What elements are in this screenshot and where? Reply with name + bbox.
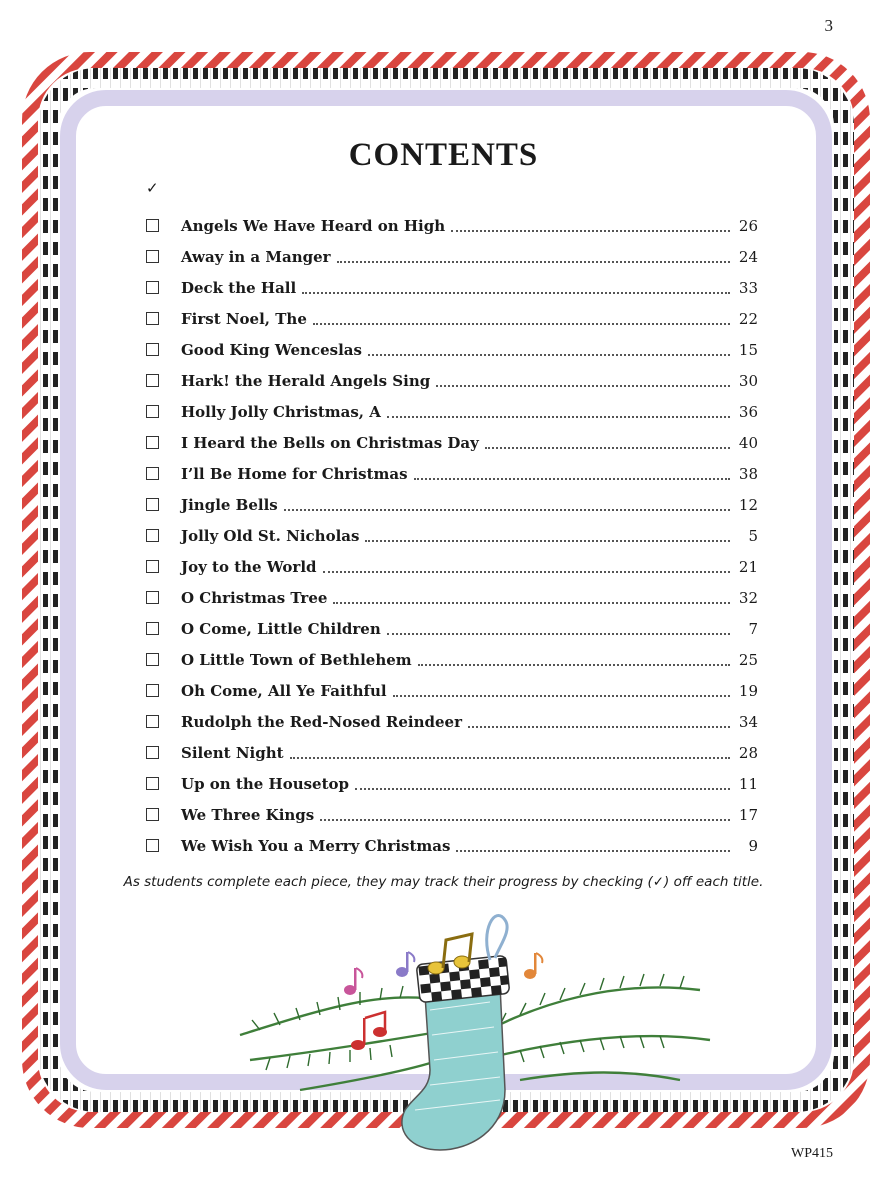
progress-checkbox[interactable] bbox=[146, 250, 159, 263]
progress-checkbox[interactable] bbox=[146, 343, 159, 356]
song-title: O Little Town of Bethlehem bbox=[181, 650, 412, 669]
page-ref: 40 bbox=[738, 433, 758, 452]
song-title: Hark! the Herald Angels Sing bbox=[181, 371, 431, 390]
progress-checkbox[interactable] bbox=[146, 653, 159, 666]
progress-checkbox[interactable] bbox=[146, 777, 159, 790]
page-ref: 33 bbox=[738, 278, 758, 297]
toc-entry bbox=[146, 830, 758, 861]
dot-leader bbox=[290, 756, 730, 759]
toc-list bbox=[146, 210, 758, 861]
toc-entry bbox=[146, 272, 758, 303]
page-ref: 26 bbox=[738, 216, 758, 235]
song-title: Up on the Housetop bbox=[181, 774, 350, 793]
check-column-header: ✓ bbox=[146, 179, 159, 197]
dot-leader bbox=[368, 353, 730, 356]
toc-entry bbox=[146, 458, 758, 489]
dot-leader bbox=[436, 384, 730, 387]
book-code: WP415 bbox=[791, 1146, 833, 1161]
toc-entry bbox=[146, 644, 758, 675]
song-title: We Three Kings bbox=[181, 805, 315, 824]
progress-checkbox[interactable] bbox=[146, 374, 159, 387]
page-ref: 7 bbox=[748, 619, 758, 638]
instructions-text: As students complete each piece, they may track their progress by checking (✓) off each title. bbox=[123, 874, 764, 890]
page-ref: 25 bbox=[738, 650, 758, 669]
page-ref: 9 bbox=[748, 836, 758, 855]
toc-entry bbox=[146, 241, 758, 272]
progress-checkbox[interactable] bbox=[146, 436, 159, 449]
song-title: First Noel, The bbox=[181, 309, 307, 328]
toc-entry bbox=[146, 551, 758, 582]
dot-leader bbox=[313, 322, 730, 325]
page-ref: 5 bbox=[748, 526, 758, 545]
page-ref: 22 bbox=[738, 309, 758, 328]
dot-leader bbox=[284, 508, 730, 511]
page-ref: 19 bbox=[738, 681, 758, 700]
progress-checkbox[interactable] bbox=[146, 281, 159, 294]
song-title: I’ll Be Home for Christmas bbox=[181, 464, 408, 483]
dot-leader bbox=[365, 539, 730, 542]
progress-checkbox[interactable] bbox=[146, 219, 159, 232]
page-ref: 32 bbox=[738, 588, 758, 607]
progress-checkbox[interactable] bbox=[146, 684, 159, 697]
progress-checkbox[interactable] bbox=[146, 715, 159, 728]
toc-entry bbox=[146, 582, 758, 613]
toc-entry bbox=[146, 706, 758, 737]
toc-entry bbox=[146, 799, 758, 830]
progress-checkbox[interactable] bbox=[146, 560, 159, 573]
song-title: Jingle Bells bbox=[181, 495, 278, 514]
toc-entry bbox=[146, 737, 758, 768]
page-ref: 36 bbox=[738, 402, 758, 421]
progress-checkbox[interactable] bbox=[146, 808, 159, 821]
song-title: Holly Jolly Christmas, A bbox=[181, 402, 381, 421]
dot-leader bbox=[418, 663, 730, 666]
page-ref: 21 bbox=[738, 557, 758, 576]
toc-entry bbox=[146, 365, 758, 396]
page-ref: 17 bbox=[738, 805, 758, 824]
dot-leader bbox=[485, 446, 730, 449]
progress-checkbox[interactable] bbox=[146, 839, 159, 852]
page-number: 3 bbox=[824, 16, 833, 35]
toc-entry bbox=[146, 489, 758, 520]
song-title: Deck the Hall bbox=[181, 278, 297, 297]
progress-checkbox[interactable] bbox=[146, 498, 159, 511]
dot-leader bbox=[323, 570, 730, 573]
page-ref: 15 bbox=[738, 340, 758, 359]
page-ref: 12 bbox=[738, 495, 758, 514]
dot-leader bbox=[320, 818, 730, 821]
dot-leader bbox=[456, 849, 730, 852]
toc-entry bbox=[146, 675, 758, 706]
song-title: O Christmas Tree bbox=[181, 588, 328, 607]
progress-checkbox[interactable] bbox=[146, 746, 159, 759]
page-title: CONTENTS bbox=[348, 137, 539, 173]
song-title: Silent Night bbox=[181, 743, 284, 762]
progress-checkbox[interactable] bbox=[146, 467, 159, 480]
dot-leader bbox=[333, 601, 730, 604]
toc-entry bbox=[146, 334, 758, 365]
progress-checkbox[interactable] bbox=[146, 405, 159, 418]
dot-leader bbox=[337, 260, 730, 263]
toc-entry bbox=[146, 303, 758, 334]
page-ref: 11 bbox=[738, 774, 758, 793]
toc-entry bbox=[146, 396, 758, 427]
page-ref: 28 bbox=[738, 743, 758, 762]
dot-leader bbox=[451, 229, 730, 232]
dot-leader bbox=[393, 694, 730, 697]
progress-checkbox[interactable] bbox=[146, 591, 159, 604]
dot-leader bbox=[302, 291, 730, 294]
page-ref: 30 bbox=[738, 371, 758, 390]
toc-entry bbox=[146, 613, 758, 644]
dot-leader bbox=[387, 632, 730, 635]
page-ref: 34 bbox=[738, 712, 758, 731]
progress-checkbox[interactable] bbox=[146, 312, 159, 325]
toc-entry bbox=[146, 520, 758, 551]
song-title: Jolly Old St. Nicholas bbox=[181, 526, 360, 545]
song-title: Away in a Manger bbox=[181, 247, 331, 266]
dot-leader bbox=[387, 415, 730, 418]
song-title: Rudolph the Red-Nosed Reindeer bbox=[181, 712, 463, 731]
dot-leader bbox=[355, 787, 730, 790]
toc-entry bbox=[146, 427, 758, 458]
song-title: I Heard the Bells on Christmas Day bbox=[181, 433, 479, 452]
song-title: We Wish You a Merry Christmas bbox=[181, 836, 451, 855]
progress-checkbox[interactable] bbox=[146, 622, 159, 635]
song-title: O Come, Little Children bbox=[181, 619, 381, 638]
toc-entry bbox=[146, 210, 758, 241]
page-ref: 24 bbox=[738, 247, 758, 266]
song-title: Angels We Have Heard on High bbox=[181, 216, 446, 235]
toc-entry bbox=[146, 768, 758, 799]
song-title: Good King Wenceslas bbox=[181, 340, 362, 359]
song-title: Oh Come, All Ye Faithful bbox=[181, 681, 387, 700]
song-title: Joy to the World bbox=[181, 557, 317, 576]
dot-leader bbox=[468, 725, 730, 728]
dot-leader bbox=[414, 477, 730, 480]
page-ref: 38 bbox=[738, 464, 758, 483]
progress-checkbox[interactable] bbox=[146, 529, 159, 542]
